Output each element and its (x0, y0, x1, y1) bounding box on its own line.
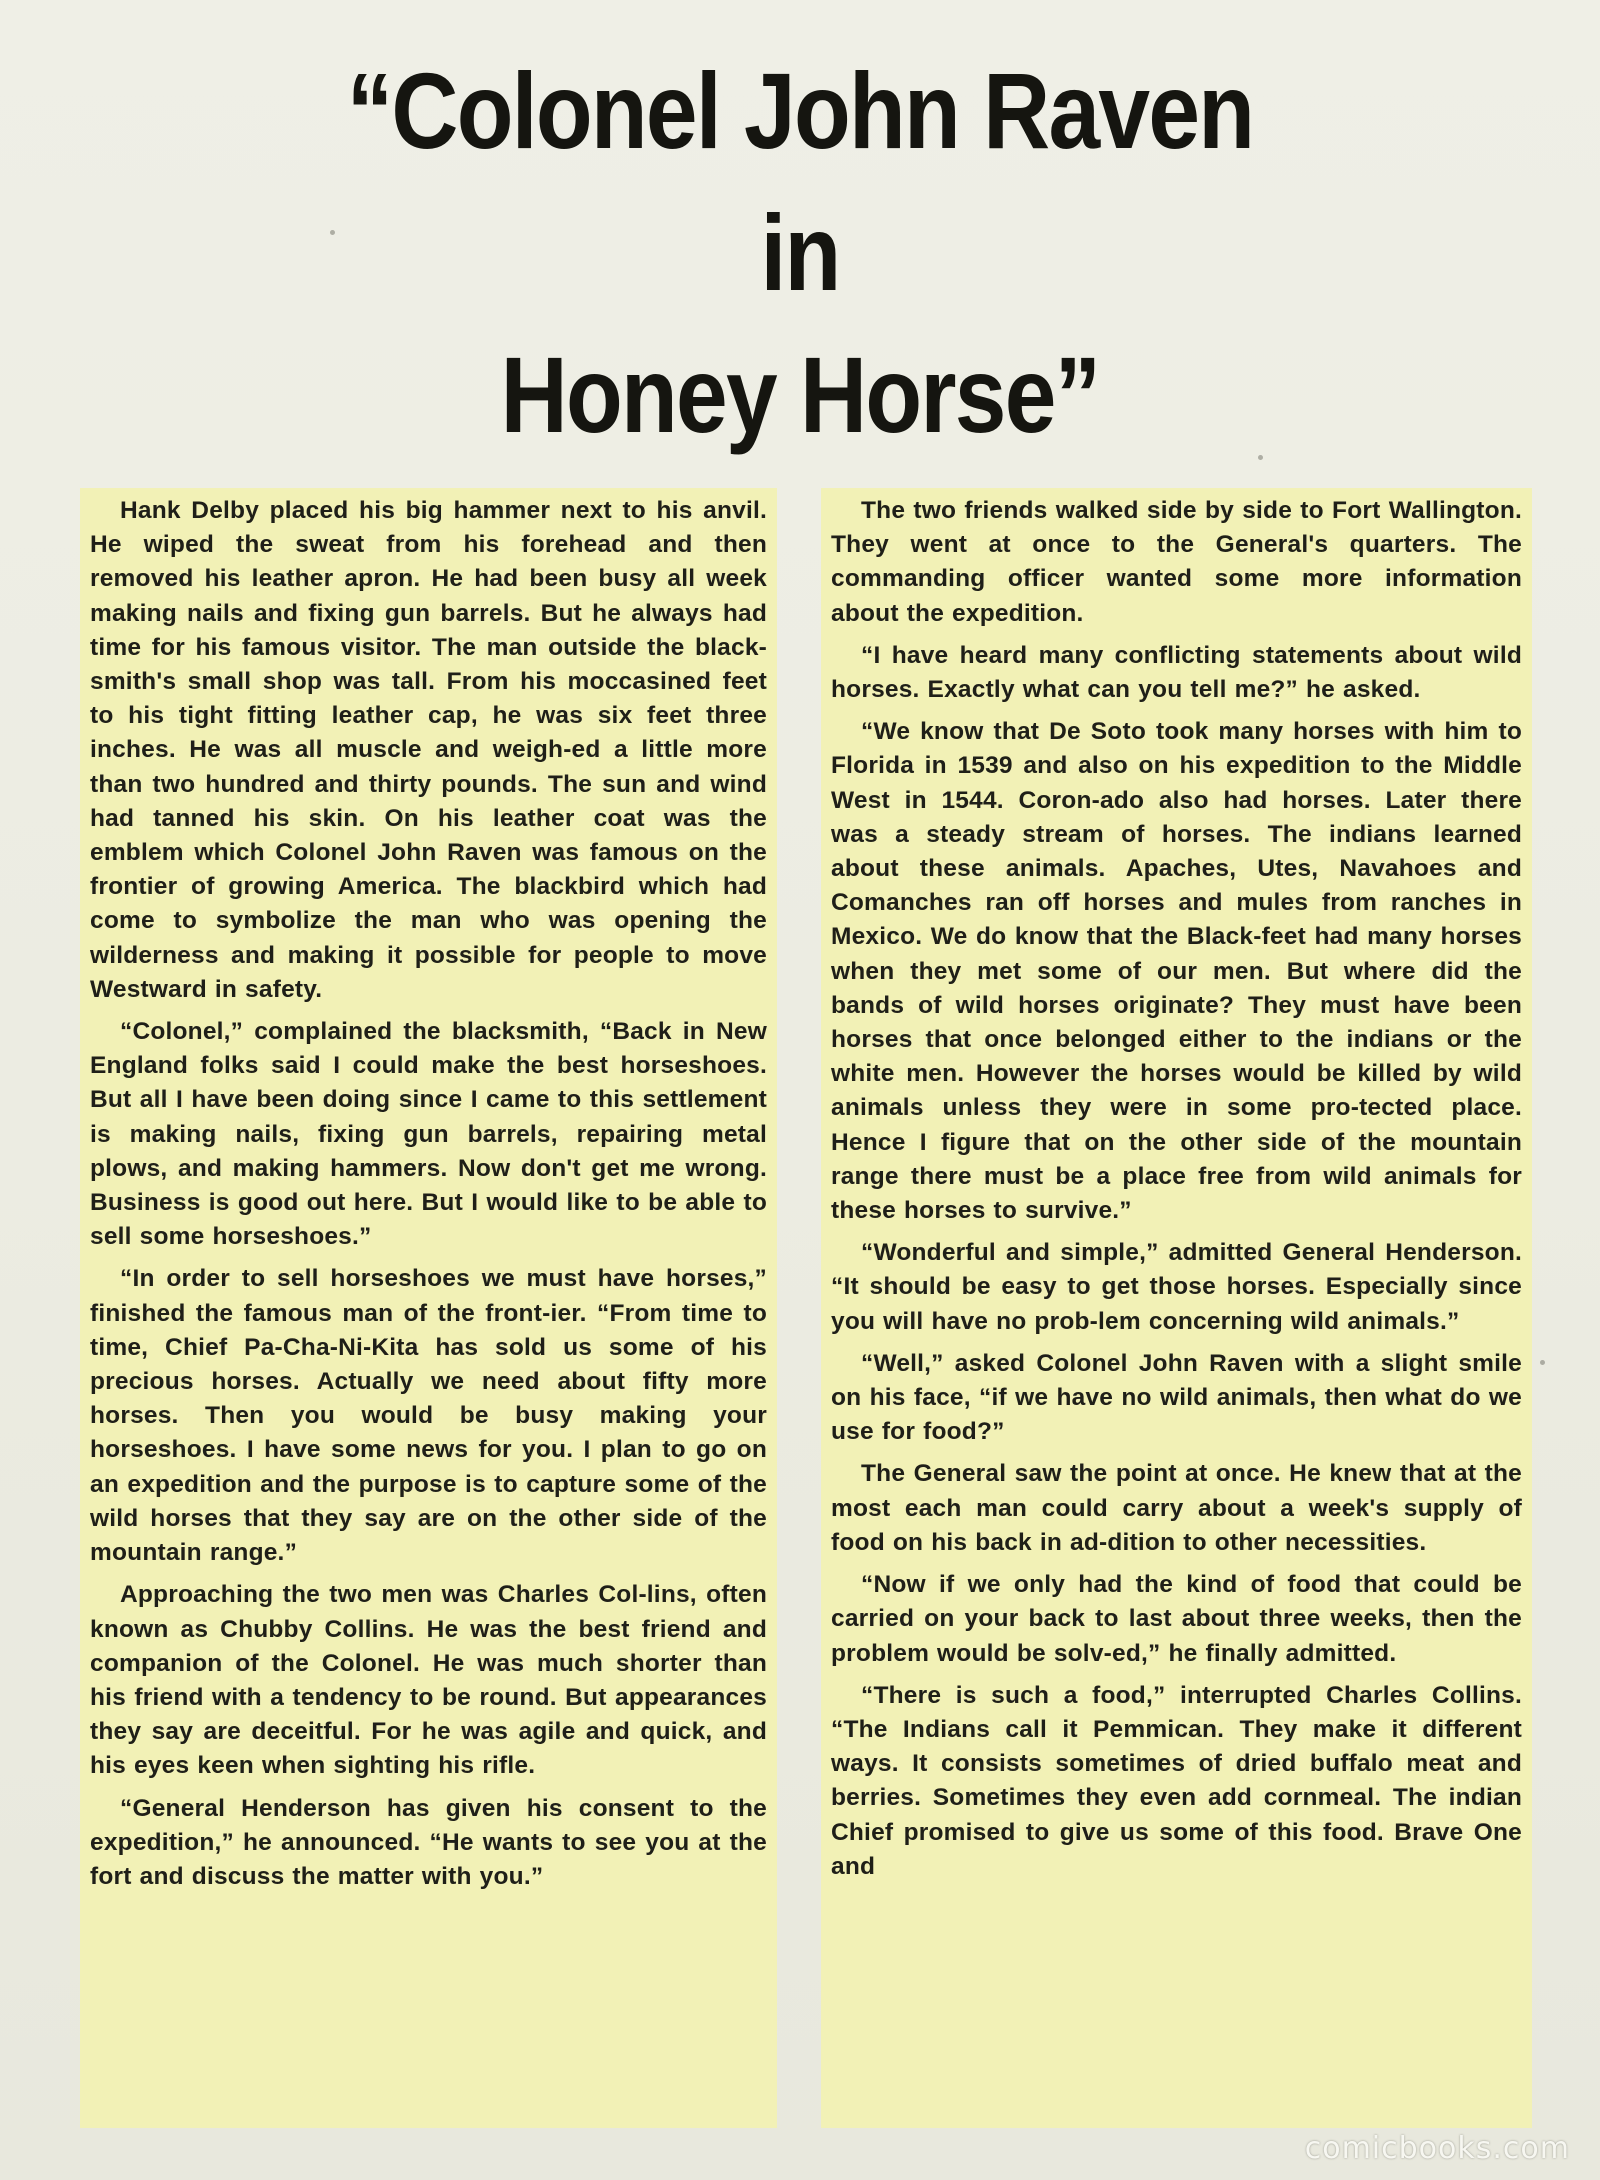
paragraph: The two friends walked side by side to Fort Wallington. They went at once to the General's quarters. The commanding officer wanted some more information about the expedition. (831, 497, 1522, 627)
story-title-line-1: “Colonel John Raven (346, 50, 1254, 171)
paragraph: “Colonel,” complained the blacksmith, “Back in New England folks said I could make the best horseshoes. But all I have been doing since I came to this settlement is making nails, fixing gun barrels, repairing metal plows, and making hammers. Now don't get me wrong. Business is good out here. But I would like to be able to sell some horseshoes.” (90, 1018, 767, 1251)
paragraph: The General saw the point at once. He knew that at the most each man could carry about a week's supply of food on his back in ad-dition to other necessities. (831, 1460, 1522, 1556)
paragraph: “There is such a food,” interrupted Charles Collins. “The Indians call it Pemmican. They make it different ways. It consists sometimes of dried buffalo meat and berries. Sometimes they even add cornmeal. The indian Chief promised to give us some of this food. Brave One and (831, 1681, 1522, 1880)
paragraph: “I have heard many conflicting statements about wild horses. Exactly what can you tell me?” he asked. (831, 641, 1522, 704)
watermark: comicbooks.com (1304, 2131, 1570, 2166)
paragraph: Approaching the two men was Charles Col-lins, often known as Chubby Collins. He was the best friend and companion of the Colonel. He was much shorter than his friend with a tendency to be round. But appearances they say are deceitful. For he was agile and quick, and his eyes keen when sighting his rifle. (90, 1581, 767, 1780)
left-text-column (80, 488, 777, 2128)
print-speck (1258, 455, 1263, 460)
story-title (0, 40, 1600, 466)
paragraph: “Well,” asked Colonel John Raven with a slight smile on his face, “if we have no wild animals, then what do we use for food?” (831, 1349, 1522, 1446)
paragraph: Hank Delby placed his big hammer next to his anvil. He wiped the sweat from his forehead and then removed his leather apron. He had been busy all week making nails and fixing gun barrels. But he always had time for his famous visitor. The man outside the black-smith's small shop was tall. From his moccasined feet to his tight fitting leather cap, he was six feet three inches. He was all muscle and weigh-ed a little more than two hundred and thirty pounds. The sun and wind had tanned his skin. On his leather coat was the emblem which Colonel John Raven was famous on the frontier of growing America. The blackbird which had come to symbolize the man who was opening the wilderness and making it possible for people to move Westward in safety. (90, 497, 767, 1003)
paragraph: “In order to sell horseshoes we must have horses,” finished the famous man of the front-ier. “From time to time, Chief Pa-Cha-Ni-Kita has sold us some of his precious horses. Actually we need about fifty more horses. Then you would be busy making your horseshoes. I have some news for you. I plan to go on an expedition and the purpose is to capture some of the wild horses that they say are on the other side of the mountain range.” (90, 1265, 767, 1567)
print-speck (1540, 1360, 1545, 1365)
paragraph: “Wonderful and simple,” admitted General Henderson. “It should be easy to get those horses. Especially since you will have no prob-lem concerning wild animals.” (831, 1239, 1522, 1335)
right-text-column (821, 488, 1532, 2128)
paragraph: “General Henderson has given his consent to the expedition,” he announced. “He wants to see you at the fort and discuss the matter with you.” (90, 1794, 767, 1890)
story-title-line-2: in (760, 192, 840, 313)
print-speck (330, 230, 335, 235)
paragraph: “We know that De Soto took many horses with him to Florida in 1539 and also on his expedition to the Middle West in 1544. Coron-ado also had horses. Later there was a steady stream of horses. The indians learned about these animals. Apaches, Utes, Navahoes and Comanches ran off horses and mules from ranches in Mexico. We do know that the Black-feet had many horses when they met some of our men. But where did the bands of wild horses originate? They must have been horses that once belonged either to the indians or the white men. However the horses would be killed by wild animals unless they were in some pro-tected place. Hence I figure that on the other side of the mountain range there must be a place free from wild animals for these horses to survive.” (831, 718, 1522, 1225)
story-columns (80, 488, 1532, 2128)
story-title-line-3: Honey Horse” (500, 334, 1100, 455)
paragraph: “Now if we only had the kind of food that could be carried on your back to last about three weeks, then the problem would be solv-ed,” he finally admitted. (831, 1571, 1522, 1667)
